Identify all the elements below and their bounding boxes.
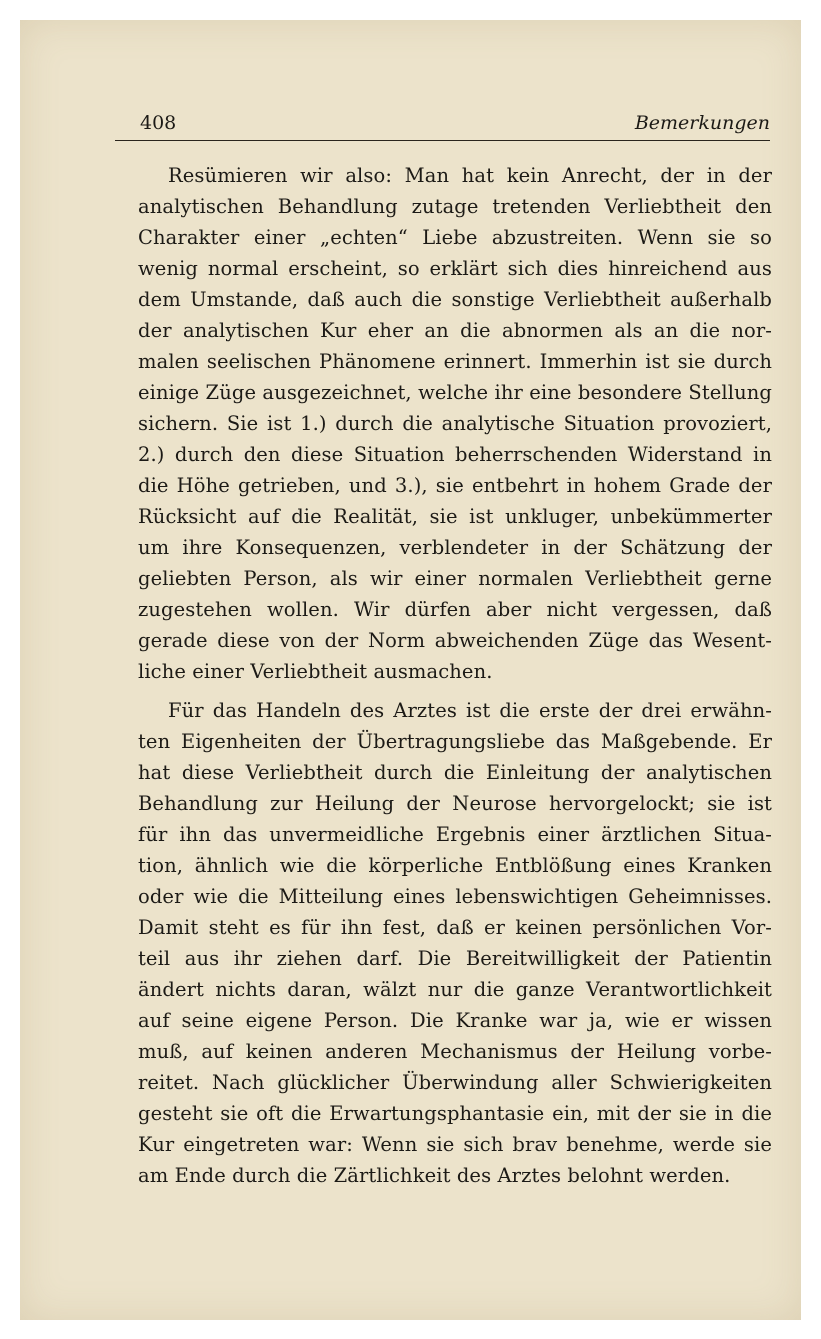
running-head: Bemerkungen [634,112,770,134]
text-line: ändert nichts daran, wälzt nur die ganze Verantwortlichkeit [138,978,772,1001]
text-line: liche einer Verliebtheit ausmachen. [138,660,493,683]
text-line: für ihn das unvermeidliche Ergebnis einer ärztlichen Situa- [138,823,772,846]
text-line: teil aus ihr ziehen darf. Die Bereitwilligkeit der Patientin [138,947,772,970]
text-line: Behandlung zur Heilung der Neurose hervorgelockt; sie ist [138,792,772,815]
text-line: malen seelischen Phänomene erinnert. Immerhin ist sie durch [138,350,772,373]
paragraph-gap [138,687,772,695]
text-line: die Höhe getrieben, und 3.), sie entbehrt in hohem Grade der [138,474,772,497]
text-line: oder wie die Mitteilung eines lebenswichtigen Geheimnisses. [138,885,772,908]
text-line: analytischen Behandlung zutage tretenden Verliebtheit den [138,195,772,218]
text-line: Kur eingetreten war: Wenn sie sich brav benehme, werde sie [138,1133,772,1156]
text-line: dem Umstande, daß auch die sonstige Verliebtheit außerhalb [138,288,772,311]
text-line: geliebten Person, als wir einer normalen Verliebtheit gerne [138,567,772,590]
text-line: Für das Handeln des Arztes ist die erste der drei erwähn- [168,699,772,722]
book-page [20,20,801,1320]
text-line: gesteht sie oft die Erwartungsphantasie ein, mit der sie in die [138,1102,772,1125]
text-line: Charakter einer „echten“ Liebe abzustreiten. Wenn sie so [138,226,772,249]
page-number: 408 [140,112,177,134]
text-line: am Ende durch die Zärtlichkeit des Arztes belohnt werden. [138,1164,731,1187]
text-line: Resümieren wir also: Man hat kein Anrecht, der in der [168,164,772,187]
text-line: ten Eigenheiten der Übertragungsliebe das Maßgebende. Er [138,730,772,753]
page-header [115,104,770,141]
text-line: um ihre Konsequenzen, verblendeter in der Schätzung der [138,536,772,559]
text-line: tion, ähnlich wie die körperliche Entblößung eines Kranken [138,854,772,877]
text-line: auf seine eigene Person. Die Kranke war ja, wie er wissen [138,1009,772,1032]
text-line: muß, auf keinen anderen Mechanismus der Heilung vorbe- [138,1040,772,1063]
text-line: gerade diese von der Norm abweichenden Züge das Wesent- [138,629,772,652]
paragraph [138,695,772,1191]
paragraph [138,160,772,687]
text-line: hat diese Verliebtheit durch die Einleitung der analytischen [138,761,772,784]
text-line: der analytischen Kur eher an die abnormen als an die nor- [138,319,772,342]
text-line: wenig normal erscheint, so erklärt sich dies hinreichend aus [138,257,772,280]
text-line: reitet. Nach glücklicher Überwindung aller Schwierigkeiten [138,1071,772,1094]
text-line: sichern. Sie ist 1.) durch die analytische Situation provoziert, [138,412,772,435]
text-line: 2.) durch den diese Situation beherrschenden Widerstand in [138,443,772,466]
text-line: Damit steht es für ihn fest, daß er keinen persönlichen Vor- [138,916,772,939]
body-text [138,160,772,1191]
text-line: einige Züge ausgezeichnet, welche ihr eine besondere Stellung [138,381,772,404]
text-line: zugestehen wollen. Wir dürfen aber nicht vergessen, daß [138,598,772,621]
text-line: Rücksicht auf die Realität, sie ist unkluger, unbekümmerter [138,505,772,528]
